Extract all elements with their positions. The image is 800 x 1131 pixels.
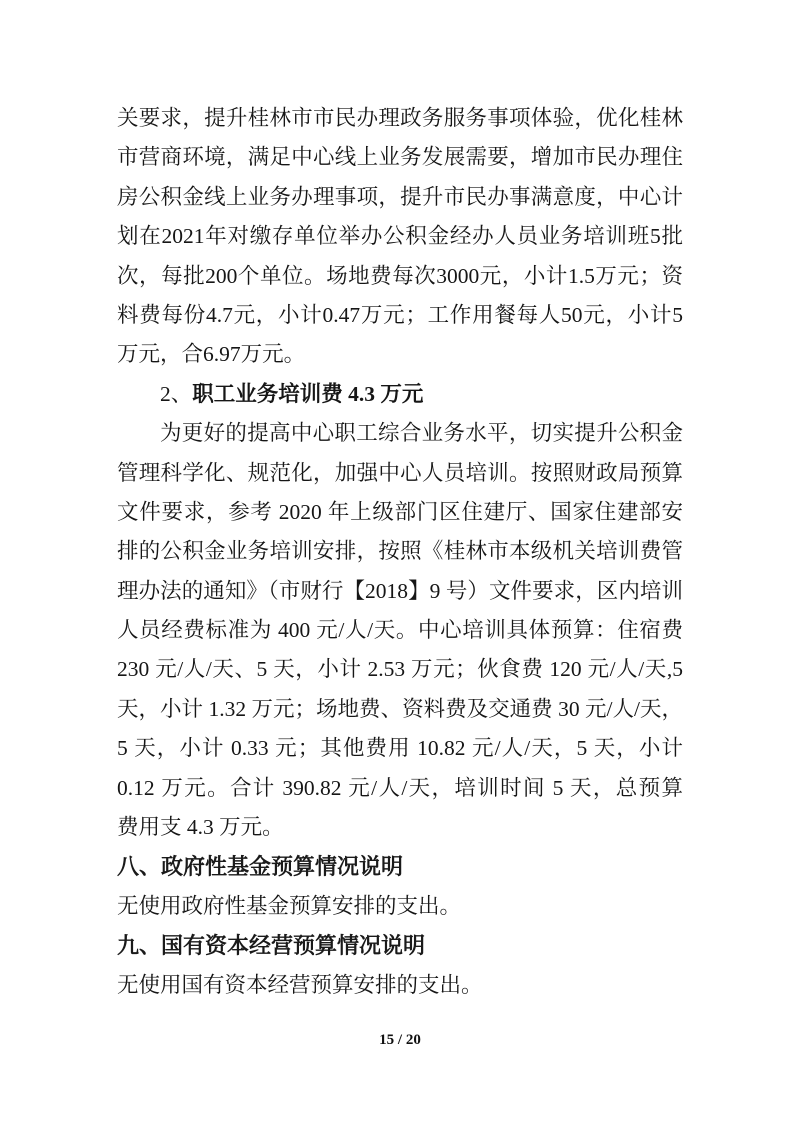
paragraph-line: 划在2021年对缴存单位举办公积金经办人员业务培训班5批	[117, 224, 683, 249]
paragraph-line: 料费每份4.7元，小计0.47万元；工作用餐每人50元，小计5	[117, 302, 683, 327]
paragraph-line: 人员经费标准为 400 元/人/天。中心培训具体预算：住宿费	[117, 618, 683, 643]
paragraph-line: 费用支 4.3 万元。	[117, 815, 284, 840]
section-heading-state-capital-budget: 九、国有资本经营预算情况说明	[117, 933, 426, 959]
paragraph-line: 管理科学化、规范化，加强中心人员培训。按照财政局预算	[117, 460, 683, 485]
paragraph-line: 为更好的提高中心职工综合业务水平，切实提升公积金	[160, 421, 683, 446]
section-heading-government-fund-budget: 八、政府性基金预算情况说明	[117, 854, 404, 880]
document-body	[117, 99, 683, 1005]
paragraph-line: 市营商环境，满足中心线上业务发展需要，增加市民办理住	[117, 145, 683, 170]
heading-number: 2、	[160, 381, 193, 406]
paragraph-line: 房公积金线上业务办理事项，提升市民办事满意度，中心计	[117, 184, 683, 209]
paragraph-line: 无使用国有资本经营预算安排的支出。	[117, 972, 483, 997]
paragraph-line: 理办法的通知》（市财行【2018】9 号）文件要求，区内培训	[117, 578, 683, 603]
page-number: 15 / 20	[379, 1032, 421, 1048]
section-heading-staff-training-fee	[117, 375, 683, 414]
paragraph-line: 天，小计 1.32 万元；场地费、资料费及交通费 30 元/人/天，	[117, 696, 683, 721]
paragraph-line: 万元，合6.97万元。	[117, 342, 306, 367]
paragraph-line: 5 天，小计 0.33 元；其他费用 10.82 元/人/天，5 天，小计	[117, 736, 683, 761]
paragraph-line: 无使用政府性基金预算安排的支出。	[117, 893, 462, 918]
paragraph-line: 关要求，提升桂林市市民办理政务服务事项体验，优化桂林	[117, 106, 683, 130]
paragraph-line: 文件要求，参考 2020 年上级部门区住建厅、国家住建部安	[117, 499, 683, 524]
paragraph-line: 次，每批200个单位。场地费每次3000元，小计1.5万元；资	[117, 263, 683, 288]
paragraph-line: 230 元/人/天、5 天，小计 2.53 万元；伙食费 120 元/人/天,5	[117, 657, 683, 682]
heading-text: 职工业务培训费 4.3 万元	[192, 381, 424, 406]
paragraph-line: 0.12 万元。合计 390.82 元/人/天，培训时间 5 天，总预算	[117, 775, 683, 800]
paragraph-line: 排的公积金业务培训安排，按照《桂林市本级机关培训费管	[117, 539, 683, 564]
